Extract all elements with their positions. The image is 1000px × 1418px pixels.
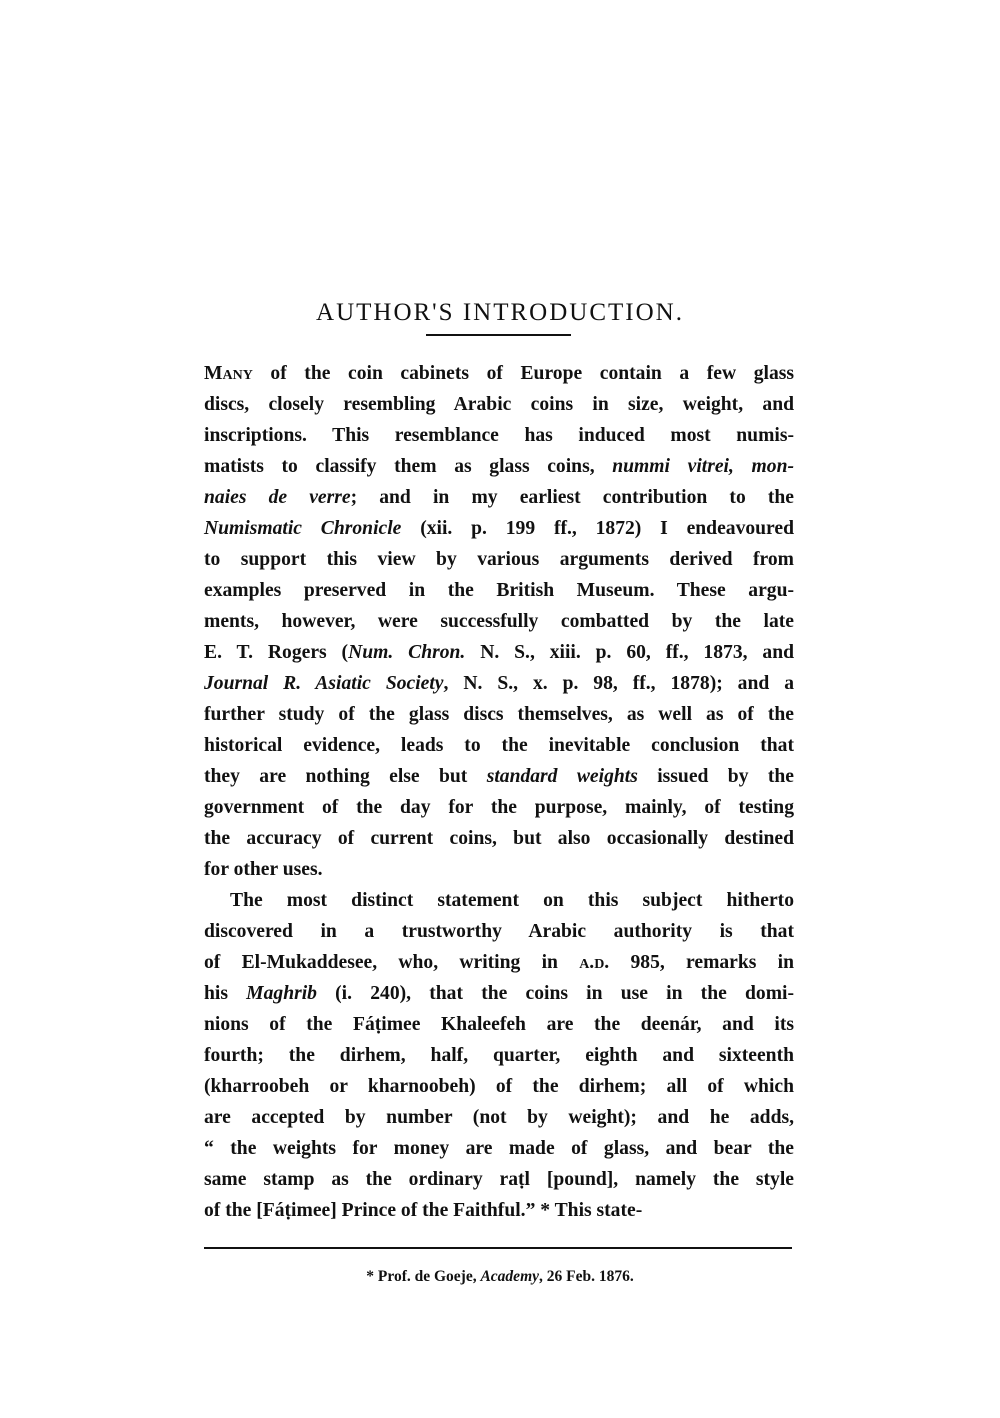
text-line (204, 1009, 794, 1040)
text-line (204, 1164, 794, 1195)
text-line (204, 482, 794, 513)
text-run: The most distinct statement on this subject hitherto (230, 890, 794, 911)
footnote-run: , 26 Feb. 1876. (539, 1268, 634, 1285)
text-run: nions of the Fáṭimee Khaleefeh are the deenár, and its (204, 1014, 794, 1035)
text-run: further study of the glass discs themselves, as well as of the (204, 704, 794, 725)
footnote-run: * Prof. de Goeje, (366, 1268, 481, 1285)
text-run: are accepted by number (not by weight); and he adds, (204, 1107, 794, 1128)
text-run: fourth; the dirhem, half, quarter, eighth and sixteenth (204, 1045, 794, 1066)
paragraph (204, 358, 794, 885)
text-line (204, 358, 794, 389)
text-run: Numismatic Chronicle (204, 518, 402, 539)
text-line (204, 544, 794, 575)
text-line (204, 699, 794, 730)
body-text (204, 358, 794, 1226)
text-run: for other uses. (204, 859, 323, 880)
text-line (204, 606, 794, 637)
text-run: the accuracy of current coins, but also occasionally destined (204, 828, 794, 849)
text-run: nummi vitrei, mon- (612, 456, 794, 477)
text-line (204, 823, 794, 854)
text-run: issued by the (637, 766, 794, 787)
text-line (204, 637, 794, 668)
text-line (204, 730, 794, 761)
text-run: Journal R. Asiatic Society (204, 673, 444, 694)
text-line (204, 668, 794, 699)
text-run: Num. Chron. (348, 642, 466, 663)
text-line (204, 1071, 794, 1102)
footnote-run: Academy (480, 1268, 540, 1285)
title-rule (426, 334, 571, 336)
text-line (204, 513, 794, 544)
text-run: inscriptions. This resemblance has induced most numis- (204, 425, 794, 446)
text-line (204, 916, 794, 947)
text-line (204, 1040, 794, 1071)
text-run: they are nothing else but (204, 766, 487, 787)
text-run: N. S., xiii. p. 60, ff., 1873, and (465, 642, 794, 663)
text-run: government of the day for the purpose, mainly, of testing (204, 797, 794, 818)
text-run: 985, remarks in (609, 952, 794, 973)
text-line (204, 947, 794, 978)
text-line (204, 885, 794, 916)
text-run: of El-Mukaddesee, who, writing in (204, 952, 580, 973)
text-line (204, 575, 794, 606)
text-line (204, 792, 794, 823)
text-run: Maghrib (246, 983, 317, 1004)
text-run: ments, however, were successfully combatted by the late (204, 611, 794, 632)
text-run: to support this view by various arguments derived from (204, 549, 794, 570)
page-title: AUTHOR'S INTRODUCTION. (316, 298, 684, 326)
text-run: discovered in a trustworthy Arabic authority is that (204, 921, 794, 942)
text-run: ; and in my earliest contribution to the (350, 487, 794, 508)
text-run: of the coin cabinets of Europe contain a few glass (252, 363, 794, 384)
text-run: , N. S., x. p. 98, ff., 1878); and a (443, 673, 794, 694)
text-run: examples preserved in the British Museum. These argu- (204, 580, 794, 601)
text-run: (kharroobeh or kharnoobeh) of the dirhem; all of which (204, 1076, 794, 1097)
text-run: historical evidence, leads to the inevitable conclusion that (204, 735, 794, 756)
text-line (204, 451, 794, 482)
text-run: discs, closely resembling Arabic coins in size, weight, and (204, 394, 794, 415)
text-line (204, 761, 794, 792)
text-line (204, 1133, 794, 1164)
footnote (0, 1268, 1000, 1286)
text-run: naies de verre (204, 487, 351, 508)
text-run: (i. 240), that the coins in use in the domi- (316, 983, 794, 1004)
text-line (204, 389, 794, 420)
text-run: E. T. Rogers ( (204, 642, 349, 663)
footnote-rule (204, 1247, 792, 1249)
text-run: Many (204, 363, 253, 384)
text-run: “ the weights for money are made of glass, and bear the (204, 1138, 794, 1159)
paragraph (204, 885, 794, 1226)
text-run: his (204, 983, 247, 1004)
text-run: a.d. (579, 952, 610, 973)
text-line (204, 1195, 794, 1226)
text-run: matists to classify them as glass coins, (204, 456, 613, 477)
text-line (204, 420, 794, 451)
text-line (204, 1102, 794, 1133)
text-run: standard weights (486, 766, 638, 787)
text-run: (xii. p. 199 ff., 1872) I endeavoured (401, 518, 794, 539)
text-line (204, 978, 794, 1009)
text-run: of the [Fáṭimee] Prince of the Faithful.” * This state- (204, 1200, 643, 1221)
text-run: same stamp as the ordinary raṭl [pound], namely the style (204, 1169, 794, 1190)
text-line (204, 854, 794, 885)
